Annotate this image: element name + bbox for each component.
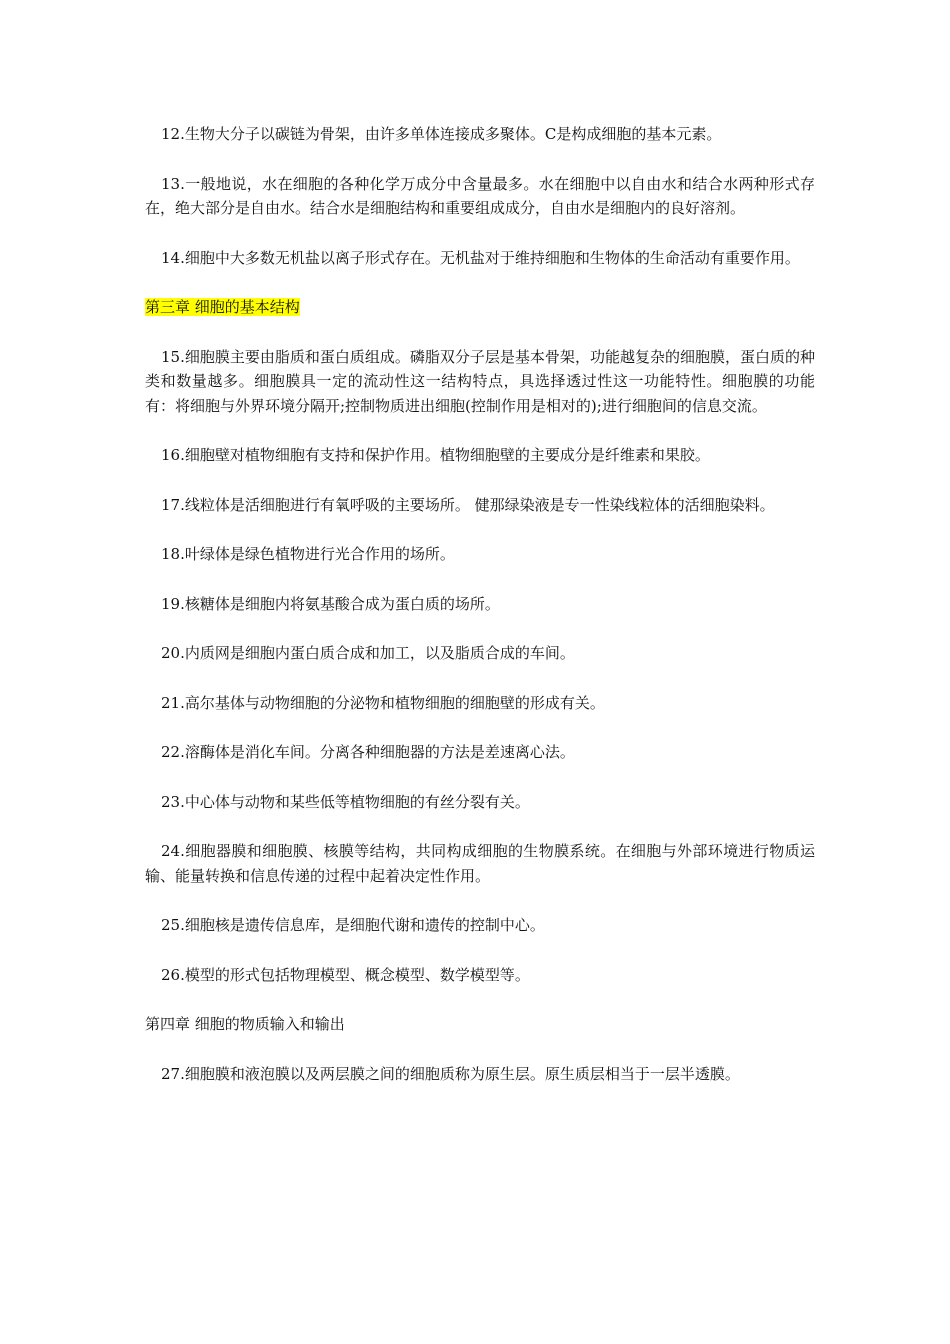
paragraph-24: 24.细胞器膜和细胞膜、核膜等结构，共同构成细胞的生物膜系统。在细胞与外部环境进行物质运输、能量转换和信息传递的过程中起着决定性作用。 [145, 842, 815, 885]
chapter-3-heading [145, 295, 815, 320]
paragraph-17: 17.线粒体是活细胞进行有氧呼吸的主要场所。 健那绿染液是专一性染线粒体的活细胞染料。 [161, 495, 775, 514]
paragraph-18: 18.叶绿体是绿色植物进行光合作用的场所。 [161, 545, 455, 563]
paragraph-25: 25.细胞核是遗传信息库，是细胞代谢和遗传的控制中心。 [161, 916, 545, 934]
paragraph-14: 14.细胞中大多数无机盐以离子形式存在。无机盐对于维持细胞和生物体的生命活动有重要作用。 [161, 248, 800, 267]
document-body [145, 122, 815, 1111]
paragraph-15: 15.细胞膜主要由脂质和蛋白质组成。磷脂双分子层是基本骨架，功能越复杂的细胞膜，蛋白质的种类和数量越多。细胞膜具一定的流动性这一结构特点，具选择透过性这一功能特性。细胞膜的功能有：将细胞与外界环境分隔开;控制物质进出细胞(控制作用是相对的);进行细胞间的信息交流。 [145, 347, 815, 415]
paragraph-12: 12.生物大分子以碳链为骨架，由许多单体连接成多聚体。C是构成细胞的基本元素。 [161, 125, 722, 143]
chapter-4-heading: 第四章 细胞的物质输入和输出 [145, 1015, 345, 1033]
paragraph-27: 27.细胞膜和液泡膜以及两层膜之间的细胞质称为原生层。原生质层相当于一层半透膜。 [161, 1064, 740, 1083]
paragraph-23: 23.中心体与动物和某些低等植物细胞的有丝分裂有关。 [161, 792, 530, 811]
paragraph-19: 19.核糖体是细胞内将氨基酸合成为蛋白质的场所。 [161, 594, 500, 613]
paragraph-26: 26.模型的形式包括物理模型、概念模型、数学模型等。 [161, 965, 530, 984]
chapter-3-heading-text: 第三章 细胞的基本结构 [145, 298, 300, 316]
paragraph-22: 22.溶酶体是消化车间。分离各种细胞器的方法是差速离心法。 [161, 743, 575, 761]
paragraph-16: 16.细胞壁对植物细胞有支持和保护作用。植物细胞壁的主要成分是纤维素和果胶。 [161, 446, 710, 464]
paragraph-13: 13.一般地说，水在细胞的各种化学万成分中含量最多。水在细胞中以自由水和结合水两种形式存在，绝大部分是自由水。结合水是细胞结构和重要组成成分，自由水是细胞内的良好溶剂。 [145, 174, 815, 217]
paragraph-20: 20.内质网是细胞内蛋白质合成和加工，以及脂质合成的车间。 [161, 644, 575, 662]
paragraph-21: 21.高尔基体与动物细胞的分泌物和植物细胞的细胞壁的形成有关。 [161, 693, 605, 712]
